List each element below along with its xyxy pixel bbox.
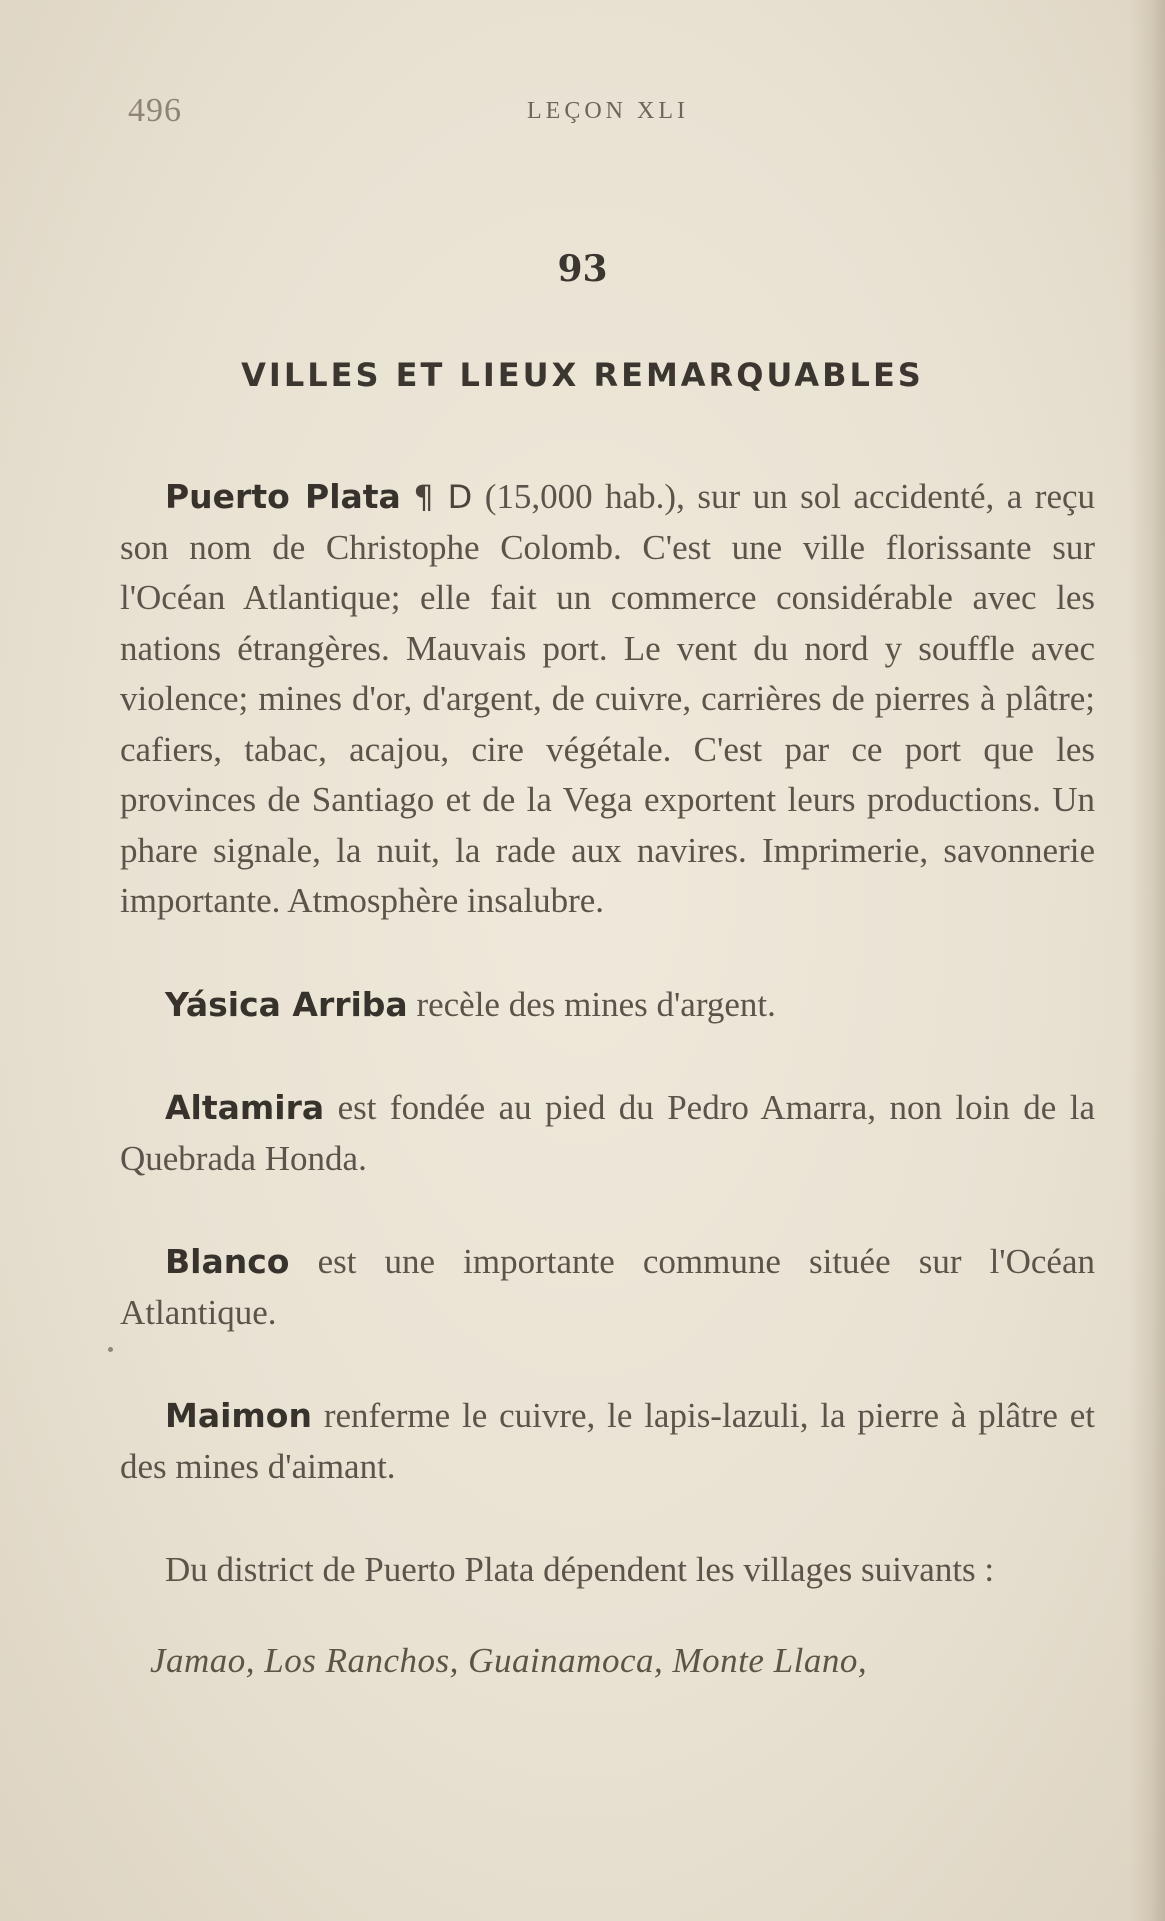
body-text <box>120 472 1095 1686</box>
section-number: 93 <box>557 248 608 290</box>
page-number: 496 <box>128 92 182 129</box>
entry-yasica-arriba <box>120 980 1095 1031</box>
entry-text: recèle des mines d'argent. <box>416 984 776 1024</box>
place-name: Yásica Arriba <box>165 984 408 1024</box>
ink-speck <box>108 1347 113 1352</box>
villages-list: Jamao, Los Ranchos, Guainamoca, Monte Llano, <box>150 1640 868 1680</box>
running-head-title: LEÇON XLI <box>527 98 689 124</box>
place-name: Puerto Plata <box>165 477 401 516</box>
entry-text: (15,000 hab.), sur un sol accidenté, a reçu son nom de Christophe Colomb. C'est une ville florissante sur l'Océan Atlantique; elle fait un commerce considérable avec les nations étrangères. Mauvais port. Le vent du nord y souffle avec violence; mines d'or, d'argent, de cuivre, carrières de pierres à plâtre; cafiers, tabac, acajou, cire végétale. C'est par ce port que les provinces de Santiago et de la Vega exportent leurs productions. Un phare signale, la nuit, la rade aux navires. Imprimerie, savonnerie importante. Atmosphère insalubre. <box>120 477 1096 920</box>
section-title: VILLES ET LIEUX REMARQUABLES <box>241 356 924 394</box>
entry-blanco <box>120 1237 1095 1338</box>
entry-text: renferme le cuivre, le lapis-lazuli, la pierre à plâtre et des mines d'aimant. <box>120 1396 1095 1486</box>
entry-text: est une importante commune située sur l'Océan Atlantique. <box>120 1242 1095 1332</box>
district-paragraph: Du district de Puerto Plata dépendent les villages suivants : <box>165 1550 995 1589</box>
running-head <box>128 92 1088 132</box>
entry-altamira <box>120 1083 1095 1184</box>
entry-maimon <box>120 1391 1095 1492</box>
place-name: Blanco <box>165 1242 290 1281</box>
entry-puerto-plata <box>120 472 1095 927</box>
place-name: Altamira <box>165 1088 325 1127</box>
map-symbol: ¶ D <box>413 478 473 516</box>
entry-text: est fondée au pied du Pedro Amarra, non loin de la Quebrada Honda. <box>120 1088 1096 1178</box>
place-name: Maimon <box>165 1396 312 1435</box>
